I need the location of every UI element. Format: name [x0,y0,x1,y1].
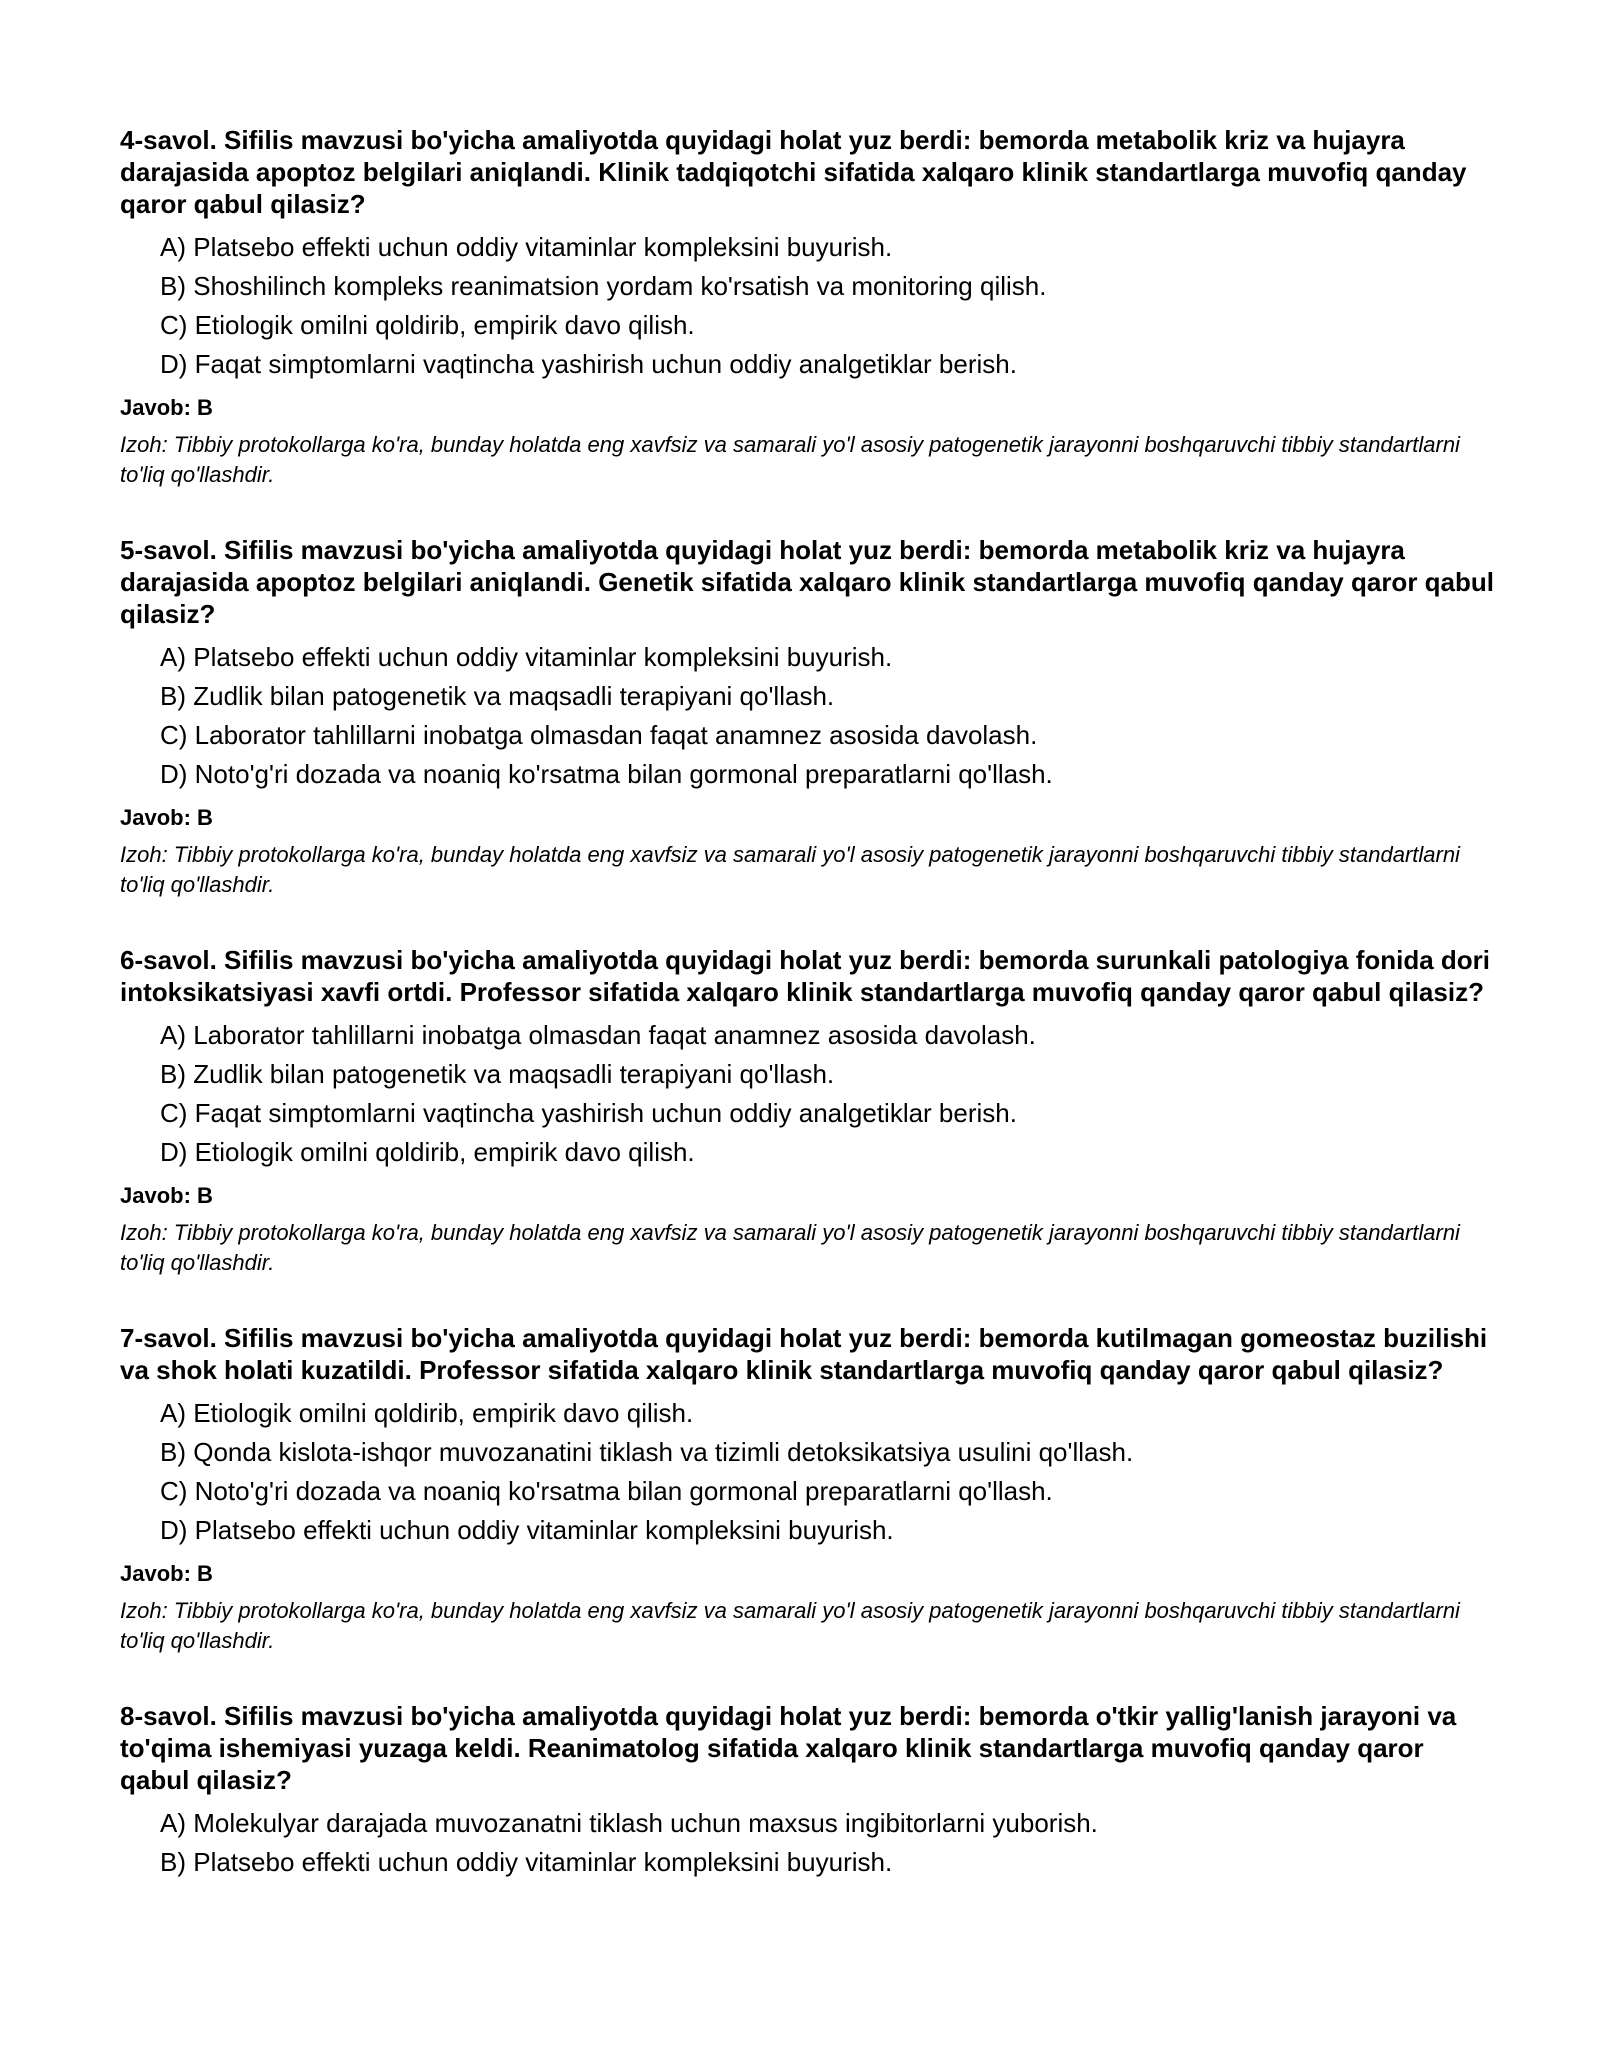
question-7 [120,1322,1500,1656]
question-5 [120,534,1500,900]
option-c: C) Etiologik omilni qoldirib, empirik davo qilish. [160,310,695,340]
question-6 [120,944,1500,1278]
answer-options [120,638,1500,794]
option-a: A) Molekulyar darajada muvozanatni tiklash uchun maxsus ingibitorlarni yuborish. [160,1808,1098,1838]
explanation-note: Izoh: Tibbiy protokollarga ko'ra, bunday holatda eng xavfsiz va samarali yo'l asosiy patogenetik jarayonni boshqaruvchi tibbiy standartlarni to'liq qo'llashdir. [120,1598,1460,1653]
answer-options [120,1394,1500,1550]
question-title: 8-savol. Sifilis mavzusi bo'yicha amaliyotda quyidagi holat yuz berdi: bemorda o'tkir yallig'lanish jarayoni va to'qima ishemiyasi yuzaga keldi. Reanimatolog sifatida xalqaro klinik standartlarga muvofiq qanday qaror qabul qilasiz? [120,1701,1457,1795]
question-title: 4-savol. Sifilis mavzusi bo'yicha amaliyotda quyidagi holat yuz berdi: bemorda metabolik kriz va hujayra darajasida apoptoz belgilari aniqlandi. Klinik tadqiqotchi sifatida xalqaro klinik standartlarga muvofiq qanday qaror qabul qilasiz? [120,125,1467,219]
question-4 [120,124,1500,490]
question-8 [120,1700,1500,1882]
option-d: D) Noto'g'ri dozada va noaniq ko'rsatma bilan gormonal preparatlarni qo'llash. [160,759,1053,789]
answer-line: Javob: B [120,1183,213,1208]
option-b: B) Shoshilinch kompleks reanimatsion yordam ko'rsatish va monitoring qilish. [160,271,1047,301]
option-d: D) Etiologik omilni qoldirib, empirik davo qilish. [160,1137,695,1167]
option-a: A) Etiologik omilni qoldirib, empirik davo qilish. [160,1398,694,1428]
option-a: A) Platsebo effekti uchun oddiy vitaminlar kompleksini buyurish. [160,232,893,262]
option-d: D) Platsebo effekti uchun oddiy vitaminlar kompleksini buyurish. [160,1515,894,1545]
option-a: A) Platsebo effekti uchun oddiy vitaminlar kompleksini buyurish. [160,642,893,672]
option-a: A) Laborator tahlillarni inobatga olmasdan faqat anamnez asosida davolash. [160,1020,1036,1050]
answer-options [120,1804,1500,1882]
answer-line: Javob: B [120,1561,213,1586]
option-d: D) Faqat simptomlarni vaqtincha yashirish uchun oddiy analgetiklar berish. [160,349,1017,379]
question-title: 5-savol. Sifilis mavzusi bo'yicha amaliyotda quyidagi holat yuz berdi: bemorda metabolik kriz va hujayra darajasida apoptoz belgilari aniqlandi. Genetik sifatida xalqaro klinik standartlarga muvofiq qanday qaror qabul qilasiz? [120,535,1494,629]
option-c: C) Noto'g'ri dozada va noaniq ko'rsatma bilan gormonal preparatlarni qo'llash. [160,1476,1053,1506]
option-c: C) Faqat simptomlarni vaqtincha yashirish uchun oddiy analgetiklar berish. [160,1098,1017,1128]
answer-line: Javob: B [120,395,213,420]
option-b: B) Zudlik bilan patogenetik va maqsadli terapiyani qo'llash. [160,1059,835,1089]
explanation-note: Izoh: Tibbiy protokollarga ko'ra, bunday holatda eng xavfsiz va samarali yo'l asosiy patogenetik jarayonni boshqaruvchi tibbiy standartlarni to'liq qo'llashdir. [120,842,1460,897]
document-page [120,124,1500,1926]
option-b: B) Qonda kislota-ishqor muvozanatini tiklash va tizimli detoksikatsiya usulini qo'llash. [160,1437,1134,1467]
answer-options [120,228,1500,384]
explanation-note: Izoh: Tibbiy protokollarga ko'ra, bunday holatda eng xavfsiz va samarali yo'l asosiy patogenetik jarayonni boshqaruvchi tibbiy standartlarni to'liq qo'llashdir. [120,432,1460,487]
option-b: B) Zudlik bilan patogenetik va maqsadli terapiyani qo'llash. [160,681,835,711]
answer-options [120,1016,1500,1172]
question-title: 7-savol. Sifilis mavzusi bo'yicha amaliyotda quyidagi holat yuz berdi: bemorda kutilmagan gomeostaz buzilishi va shok holati kuzatildi. Professor sifatida xalqaro klinik standartlarga muvofiq qanday qaror qabul qilasiz? [120,1323,1488,1385]
option-c: C) Laborator tahlillarni inobatga olmasdan faqat anamnez asosida davolash. [160,720,1038,750]
question-title: 6-savol. Sifilis mavzusi bo'yicha amaliyotda quyidagi holat yuz berdi: bemorda surunkali patologiya fonida dori intoksikatsiyasi xavfi ortdi. Professor sifatida xalqaro klinik standartlarga muvofiq qanday qaror qabul qilasiz? [120,945,1491,1007]
option-b: B) Platsebo effekti uchun oddiy vitaminlar kompleksini buyurish. [160,1847,893,1877]
explanation-note: Izoh: Tibbiy protokollarga ko'ra, bunday holatda eng xavfsiz va samarali yo'l asosiy patogenetik jarayonni boshqaruvchi tibbiy standartlarni to'liq qo'llashdir. [120,1220,1460,1275]
answer-line: Javob: B [120,805,213,830]
